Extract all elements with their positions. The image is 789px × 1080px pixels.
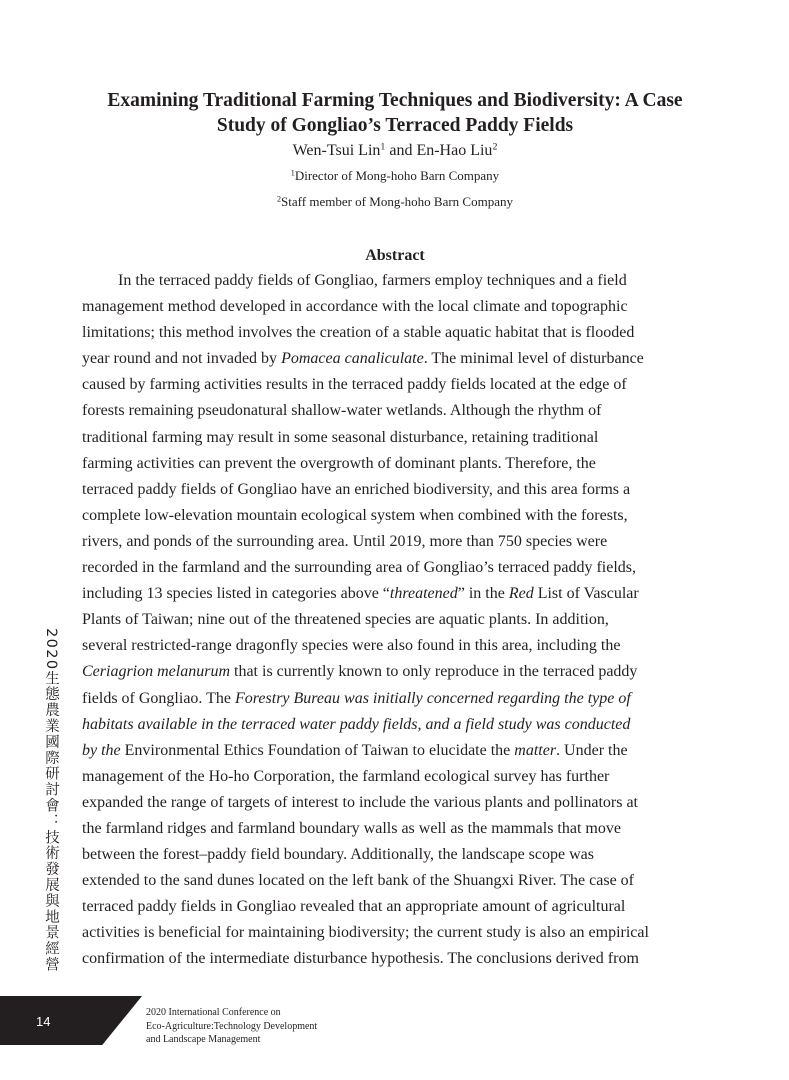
text-segment: List of Vascular	[533, 585, 639, 603]
abstract-line	[82, 581, 712, 607]
abstract-line	[82, 346, 712, 372]
conference-side-title: 2020生態農業國際研討會：技術發展與地景經營	[43, 628, 59, 973]
abstract-line	[82, 712, 712, 738]
abstract-line: limitations; this method involves the creation of a stable aquatic habitat that is flooded	[82, 324, 635, 342]
text-segment: . The minimal level of disturbance	[423, 350, 644, 368]
affiliation-1-text: Director of Mong-hoho Barn Company	[294, 168, 500, 183]
text-segment: . Under the	[556, 741, 628, 759]
abstract-line: extended to the sand dunes located on the left bank of the Shuangxi River. The case of	[82, 872, 634, 890]
abstract-line: activities is beneficial for maintaining biodiversity; the current study is also an empirical	[82, 924, 649, 942]
abstract-line: management of the Ho-ho Corporation, the farmland ecological survey has further	[82, 767, 610, 785]
abstract-line: traditional farming may result in some seasonal disturbance, retaining traditional	[82, 428, 599, 446]
author-conjunction: and	[385, 142, 417, 159]
italic-segment: matter	[514, 741, 557, 759]
title-line-1: Examining Traditional Farming Techniques and Biodiversity: A Case	[107, 90, 683, 111]
footer-line-3: and Landscape Management	[146, 1034, 261, 1045]
abstract-line: confirmation of the intermediate disturbance hypothesis. The conclusions derived from	[82, 950, 639, 968]
abstract-line: management method developed in accordance with the local climate and topographic	[82, 298, 628, 316]
title-line-2: Study of Gongliao’s Terraced Paddy Fields	[216, 115, 574, 136]
italic-segment: by the	[82, 741, 121, 759]
italic-segment: Forestry Bureau was initially concerned regarding the type of	[235, 689, 631, 707]
footer-line-1: 2020 International Conference on	[146, 1007, 281, 1018]
affiliation-1-mark: 1	[290, 168, 295, 178]
text-segment: that is currently known to only reproduce in the terraced paddy	[230, 663, 638, 681]
species-name: Ceriagrion melanurum	[82, 663, 230, 681]
abstract-body	[82, 268, 712, 973]
paper-title	[80, 88, 710, 138]
text-segment: including 13 species listed in categories above “	[82, 585, 390, 603]
abstract-line: expanded the range of targets of interest to include the various plants and pollinators at	[82, 793, 638, 811]
author-2-affiliation-mark: 2	[492, 141, 498, 153]
author-2: En-Hao Liu	[416, 142, 493, 159]
italic-segment: habitats available in the terraced water paddy fields, and a field study was conducted	[82, 715, 631, 733]
abstract-line: the farmland ridges and farmland boundary walls as well as the mammals that move	[82, 819, 621, 837]
abstract-line: caused by farming activities results in the terraced paddy fields located at the edge of	[82, 376, 627, 394]
author-1-affiliation-mark: 1	[380, 141, 386, 153]
affiliation-1	[80, 168, 710, 184]
page-number-tab	[0, 996, 142, 1045]
abstract-line	[82, 738, 712, 764]
author-line	[80, 141, 710, 161]
page-number: 14	[36, 1014, 51, 1029]
footer-line-2: Eco-Agriculture:Technology Development	[146, 1020, 318, 1032]
abstract-line: farming activities can prevent the overgrowth of dominant plants. Therefore, the	[82, 454, 596, 472]
abstract-line	[82, 686, 712, 712]
abstract-line: rivers, and ponds of the surrounding area. Until 2019, more than 750 species were	[82, 532, 608, 550]
author-1: Wen-Tsui Lin	[292, 142, 381, 159]
abstract-line	[82, 659, 712, 685]
affiliation-2-mark: 2	[277, 194, 282, 204]
text-segment: ” in the	[457, 585, 509, 603]
abstract-line: recorded in the farmland and the surrounding area of Gongliao’s terraced paddy fields,	[82, 559, 637, 577]
abstract-heading: Abstract	[365, 247, 425, 264]
affiliation-2	[80, 194, 710, 210]
text-segment: Environmental Ethics Foundation of Taiwan to elucidate the	[120, 741, 515, 759]
abstract-line: terraced paddy fields of Gongliao have an enriched biodiversity, and this area forms a	[82, 480, 631, 498]
abstract-line: between the forest–paddy field boundary. Additionally, the landscape scope was	[82, 846, 594, 864]
abstract-line: forests remaining pseudonatural shallow-water wetlands. Although the rhythm of	[82, 402, 602, 420]
italic-term: threatened	[389, 585, 458, 603]
abstract-line: several restricted-range dragonfly species were also found in this area, including the	[82, 637, 621, 655]
text-segment: year round and not invaded by	[82, 350, 282, 368]
species-name: Pomacea canaliculate	[281, 350, 424, 368]
italic-term: Red	[508, 585, 534, 603]
abstract-line: In the terraced paddy fields of Gongliao, farmers employ techniques and a field	[118, 272, 627, 289]
abstract-line: terraced paddy fields in Gongliao revealed that an appropriate amount of agricultural	[82, 898, 626, 916]
conference-footer	[146, 1006, 317, 1047]
text-segment: fields of Gongliao. The	[82, 689, 236, 707]
abstract-line: Plants of Taiwan; nine out of the threatened species are aquatic plants. In addition,	[82, 611, 609, 629]
affiliation-2-text: Staff member of Mong-hoho Barn Company	[281, 194, 513, 209]
abstract-line: complete low-elevation mountain ecological system when combined with the forests,	[82, 506, 628, 524]
